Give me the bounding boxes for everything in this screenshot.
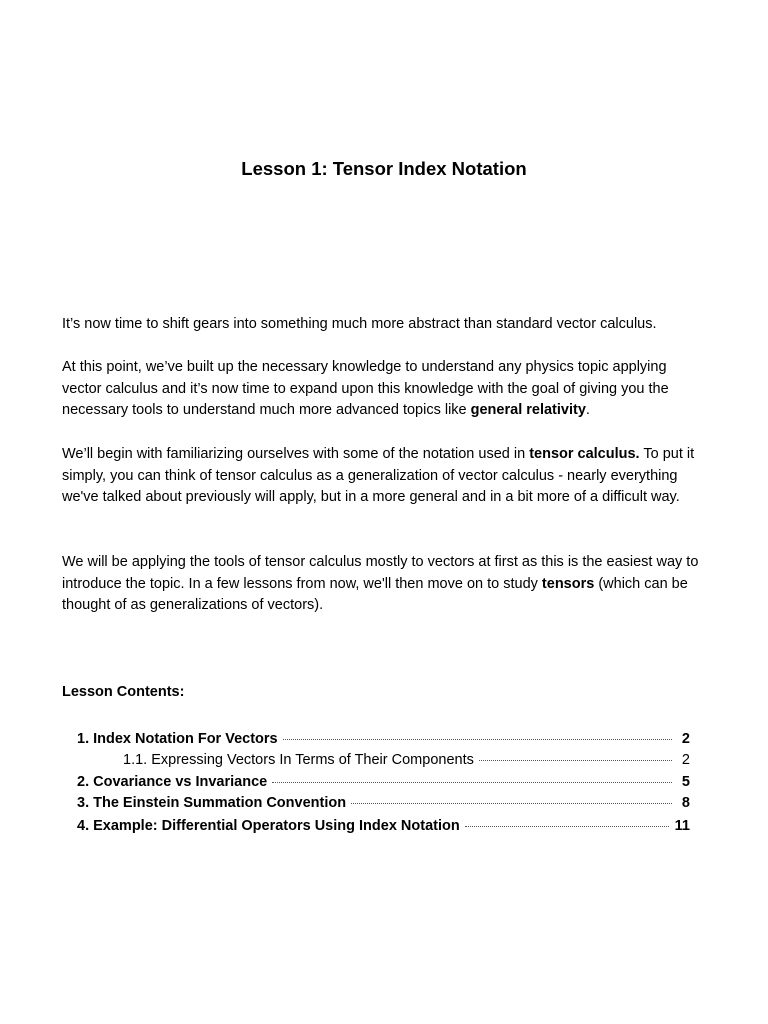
- toc-leader-dots: [479, 760, 672, 761]
- toc-entry-label: 3. The Einstein Summation Convention: [77, 795, 347, 811]
- bold-term-tensors: tensors: [541, 575, 595, 592]
- toc-page-number: 2: [681, 731, 690, 747]
- tensor-calculus-paragraph: [62, 444, 710, 509]
- paragraph-text: (which can be thought of as generalizations of vectors).: [62, 575, 688, 614]
- lesson-title: Lesson 1: Tensor Index Notation: [241, 158, 527, 179]
- paragraph-text: It’s now time to shift gears into something much more abstract than standard vector calculus.: [62, 316, 657, 332]
- paragraph-text: To put it simply, you can think of tensor calculus as a generalization of vector calculus - nearly everything we've talked about previously will apply, but in a more general and in a bit more of a difficult way.: [62, 446, 695, 506]
- paragraph-text: .: [585, 402, 590, 419]
- toc-page-number: 5: [681, 774, 690, 790]
- intro-paragraph: [62, 314, 710, 336]
- toc-leader-dots: [351, 803, 672, 804]
- toc-entry-label: 1. Index Notation For Vectors: [77, 731, 278, 747]
- knowledge-paragraph: [62, 357, 710, 422]
- toc-entry[interactable]: [77, 772, 690, 792]
- vectors-paragraph: [62, 552, 710, 617]
- toc-subentry[interactable]: [123, 750, 690, 770]
- toc-entry[interactable]: [77, 793, 690, 813]
- toc-page-number: 2: [681, 752, 690, 768]
- toc-entry[interactable]: [77, 816, 690, 836]
- toc-leader-dots: [465, 826, 669, 827]
- toc-leader-dots: [272, 782, 672, 783]
- toc-page-number: 8: [681, 795, 690, 811]
- paragraph-text: We’ll begin with familiarizing ourselves with some of the notation used in: [62, 446, 530, 462]
- toc-entry-label: 1.1. Expressing Vectors In Terms of Their Components: [123, 752, 474, 768]
- contents-heading: Lesson Contents:: [62, 684, 185, 700]
- bold-term-general-relativity: general relativity: [470, 402, 586, 419]
- toc-entry-label: 4. Example: Differential Operators Using Index Notation: [77, 818, 460, 834]
- toc-page-number: 11: [674, 818, 690, 834]
- toc-entry-label: 2. Covariance vs Invariance: [77, 774, 268, 790]
- paragraph-text: At this point, we’ve built up the necessary knowledge to understand any physics topic applying vector calculus and it’s now time to expand upon this knowledge with the goal of giving you the necessary tools to understand much more advanced topics like: [62, 359, 669, 419]
- bold-term-tensor-calculus: tensor calculus.: [529, 446, 640, 462]
- paragraph-text: We will be applying the tools of tensor calculus mostly to vectors at first as this is the easiest way to introduce the topic. In a few lessons from now, we'll then move on to study: [62, 554, 699, 592]
- toc-leader-dots: [283, 739, 672, 740]
- toc-entry[interactable]: [77, 729, 690, 749]
